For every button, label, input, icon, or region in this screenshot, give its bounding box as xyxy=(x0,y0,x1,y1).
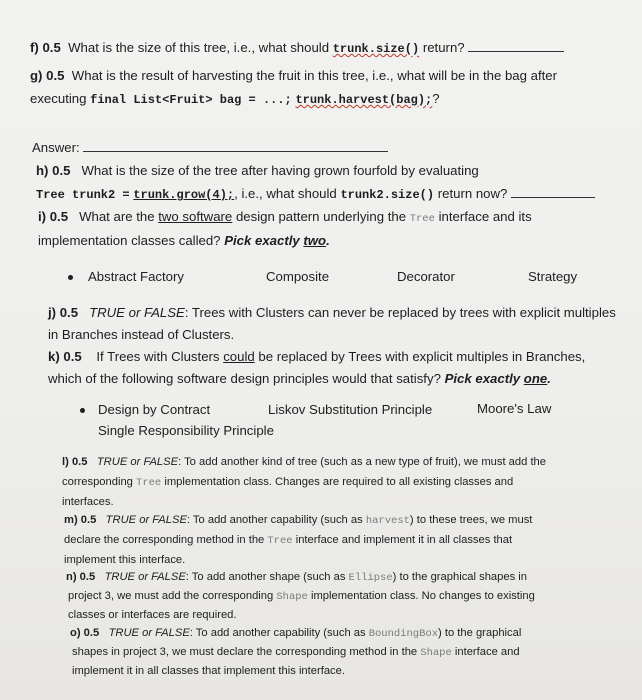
question-m-tf: TRUE or FALSE xyxy=(105,514,187,526)
question-i-instruction: Pick exactly two. xyxy=(224,233,330,248)
question-m-text-2: ) to these trees, we must xyxy=(409,514,533,526)
question-l-code: Tree xyxy=(136,477,162,489)
question-m-code-2: Tree xyxy=(267,535,293,547)
question-i-text-4: implementation classes called? xyxy=(38,233,221,248)
question-k xyxy=(48,349,585,364)
question-g-label: g) 0.5 xyxy=(30,68,65,83)
option-design-by-contract[interactable]: Design by Contract xyxy=(98,402,211,417)
option-single-responsibility[interactable]: Single Responsibility Principle xyxy=(98,423,274,438)
question-j-text-2: in Branches instead of Clusters. xyxy=(48,327,235,342)
question-h-text-2: , i.e., what should xyxy=(234,186,337,201)
answer-label: Answer: xyxy=(32,140,80,155)
question-o-text-4: interface and xyxy=(454,646,520,658)
question-l-text-1: : To add another kind of tree (such as a new type of fruit), we must add the xyxy=(178,456,547,468)
answer-blank-f[interactable] xyxy=(468,41,564,52)
question-k-text-3: which of the following software design principles would that satisfy? xyxy=(48,371,441,386)
question-j-line2 xyxy=(48,327,234,342)
question-o-text-1: : To add another capability (such as xyxy=(189,627,366,639)
option-decorator[interactable]: Decorator xyxy=(397,269,455,284)
question-m-line3 xyxy=(64,554,185,566)
question-n-code-2: Shape xyxy=(276,591,308,603)
question-l-text-4: interfaces. xyxy=(62,496,114,508)
question-k-text-1: If Trees with Clusters xyxy=(96,349,220,364)
question-n-text-4: implementation class. No changes to existing xyxy=(310,590,535,602)
question-m-text-5: implement this interface. xyxy=(64,554,186,566)
question-o-line3 xyxy=(72,665,345,677)
question-n-text-5: classes or interfaces are required. xyxy=(68,609,237,621)
question-h-code-1: Tree trunk2 = xyxy=(36,188,130,202)
bullet-icon xyxy=(80,408,85,413)
option-liskov-substitution[interactable]: Liskov Substitution Principle xyxy=(268,402,433,417)
bullet-icon xyxy=(68,275,73,280)
answer-blank-g[interactable] xyxy=(83,141,388,152)
question-j-text-1: : Trees with Clusters can never be replaced by trees with explicit multiples xyxy=(184,305,616,320)
question-j xyxy=(48,305,616,320)
question-l-label: l) 0.5 xyxy=(62,456,88,468)
question-n-text-3: project 3, we must add the corresponding xyxy=(68,590,274,602)
question-g-text-3: ? xyxy=(432,91,440,106)
question-l-line2 xyxy=(62,476,513,489)
question-g-text-2: executing xyxy=(30,91,87,106)
answer-row xyxy=(32,140,388,155)
question-i-text-underlined: two software xyxy=(158,209,233,224)
question-n-code-1: Ellipse xyxy=(348,572,393,584)
question-f xyxy=(30,40,564,56)
question-o-text-5: implement it in all classes that implement this interface. xyxy=(72,665,345,677)
question-k-instruction: Pick exactly one. xyxy=(444,371,551,386)
question-i-text-3: interface and its xyxy=(438,209,532,224)
question-n-label: n) 0.5 xyxy=(66,571,96,583)
question-h-code-2: trunk.grow(4); xyxy=(133,188,235,202)
question-i-text-2: design pattern underlying the xyxy=(235,209,407,224)
question-o xyxy=(70,627,521,640)
question-h-code-3: trunk2.size() xyxy=(340,188,435,202)
question-m xyxy=(64,514,532,527)
question-j-tf: TRUE or FALSE xyxy=(89,305,185,320)
question-i-code: Tree xyxy=(409,213,435,225)
question-f-text-end: return? xyxy=(422,40,465,55)
question-o-line2 xyxy=(72,646,520,659)
option-strategy[interactable]: Strategy xyxy=(528,269,578,284)
question-m-text-4: interface and implement it in all classes that xyxy=(295,534,513,546)
question-m-line2 xyxy=(64,534,512,547)
answer-blank-h[interactable] xyxy=(511,187,595,198)
question-n-tf: TRUE or FALSE xyxy=(104,571,186,583)
question-l-tf: TRUE or FALSE xyxy=(96,456,179,468)
question-n-text-1: : To add another shape (such as xyxy=(185,571,346,583)
question-k-label: k) 0.5 xyxy=(48,349,82,364)
question-h-text: What is the size of the tree after having grown fourfold by evaluating xyxy=(81,163,479,178)
question-h-label: h) 0.5 xyxy=(36,163,71,178)
question-l xyxy=(62,456,546,468)
question-g-text: What is the result of harvesting the fruit in this tree, i.e., what will be in the bag after xyxy=(71,68,558,83)
question-h-text-3: return now? xyxy=(437,186,508,201)
question-o-tf: TRUE or FALSE xyxy=(108,627,190,639)
question-o-label: o) 0.5 xyxy=(70,627,100,639)
question-k-text-underlined: could xyxy=(223,349,255,364)
question-m-text-1: : To add another capability (such as xyxy=(186,514,363,526)
question-g-line2 xyxy=(30,91,440,107)
option-composite[interactable]: Composite xyxy=(266,269,330,284)
question-f-code: trunk.size() xyxy=(332,42,420,56)
question-i-text-1: What are the xyxy=(79,209,155,224)
question-h xyxy=(36,163,479,178)
question-o-code-1: BoundingBox xyxy=(368,628,439,640)
question-m-code-1: harvest xyxy=(365,515,410,527)
question-f-text: What is the size of this tree, i.e., what should xyxy=(68,40,330,55)
option-moores-law[interactable]: Moore's Law xyxy=(477,401,552,416)
question-i-label: i) 0.5 xyxy=(38,209,69,224)
question-n-text-2: ) to the graphical shapes in xyxy=(392,571,527,583)
question-l-line3 xyxy=(62,496,114,508)
question-n-line3 xyxy=(68,609,237,621)
question-g xyxy=(30,68,557,83)
question-k-line2 xyxy=(48,371,551,386)
question-m-text-3: declare the corresponding method in the xyxy=(64,534,265,546)
question-n-line2 xyxy=(68,590,535,603)
question-n xyxy=(66,571,527,584)
question-l-text-2: corresponding xyxy=(62,476,133,488)
question-o-text-3: shapes in project 3, we must declare the corresponding method in the xyxy=(72,646,418,658)
question-o-text-2: ) to the graphical xyxy=(438,627,522,639)
question-l-text-3: implementation class. Changes are required to all existing classes and xyxy=(164,476,514,488)
question-o-code-2: Shape xyxy=(420,647,452,659)
question-f-label: f) 0.5 xyxy=(30,40,61,55)
question-k-text-2: be replaced by Trees with explicit multiples in Branches, xyxy=(258,349,586,364)
option-abstract-factory[interactable]: Abstract Factory xyxy=(88,269,185,284)
question-g-code-2: trunk.harvest(bag); xyxy=(295,93,433,107)
question-i-line2 xyxy=(38,233,330,248)
question-m-label: m) 0.5 xyxy=(64,514,97,526)
question-g-code-1: final List<Fruit> bag = ...; xyxy=(90,93,292,107)
question-j-label: j) 0.5 xyxy=(48,305,79,320)
question-h-line2 xyxy=(36,186,595,202)
question-i xyxy=(38,209,532,225)
